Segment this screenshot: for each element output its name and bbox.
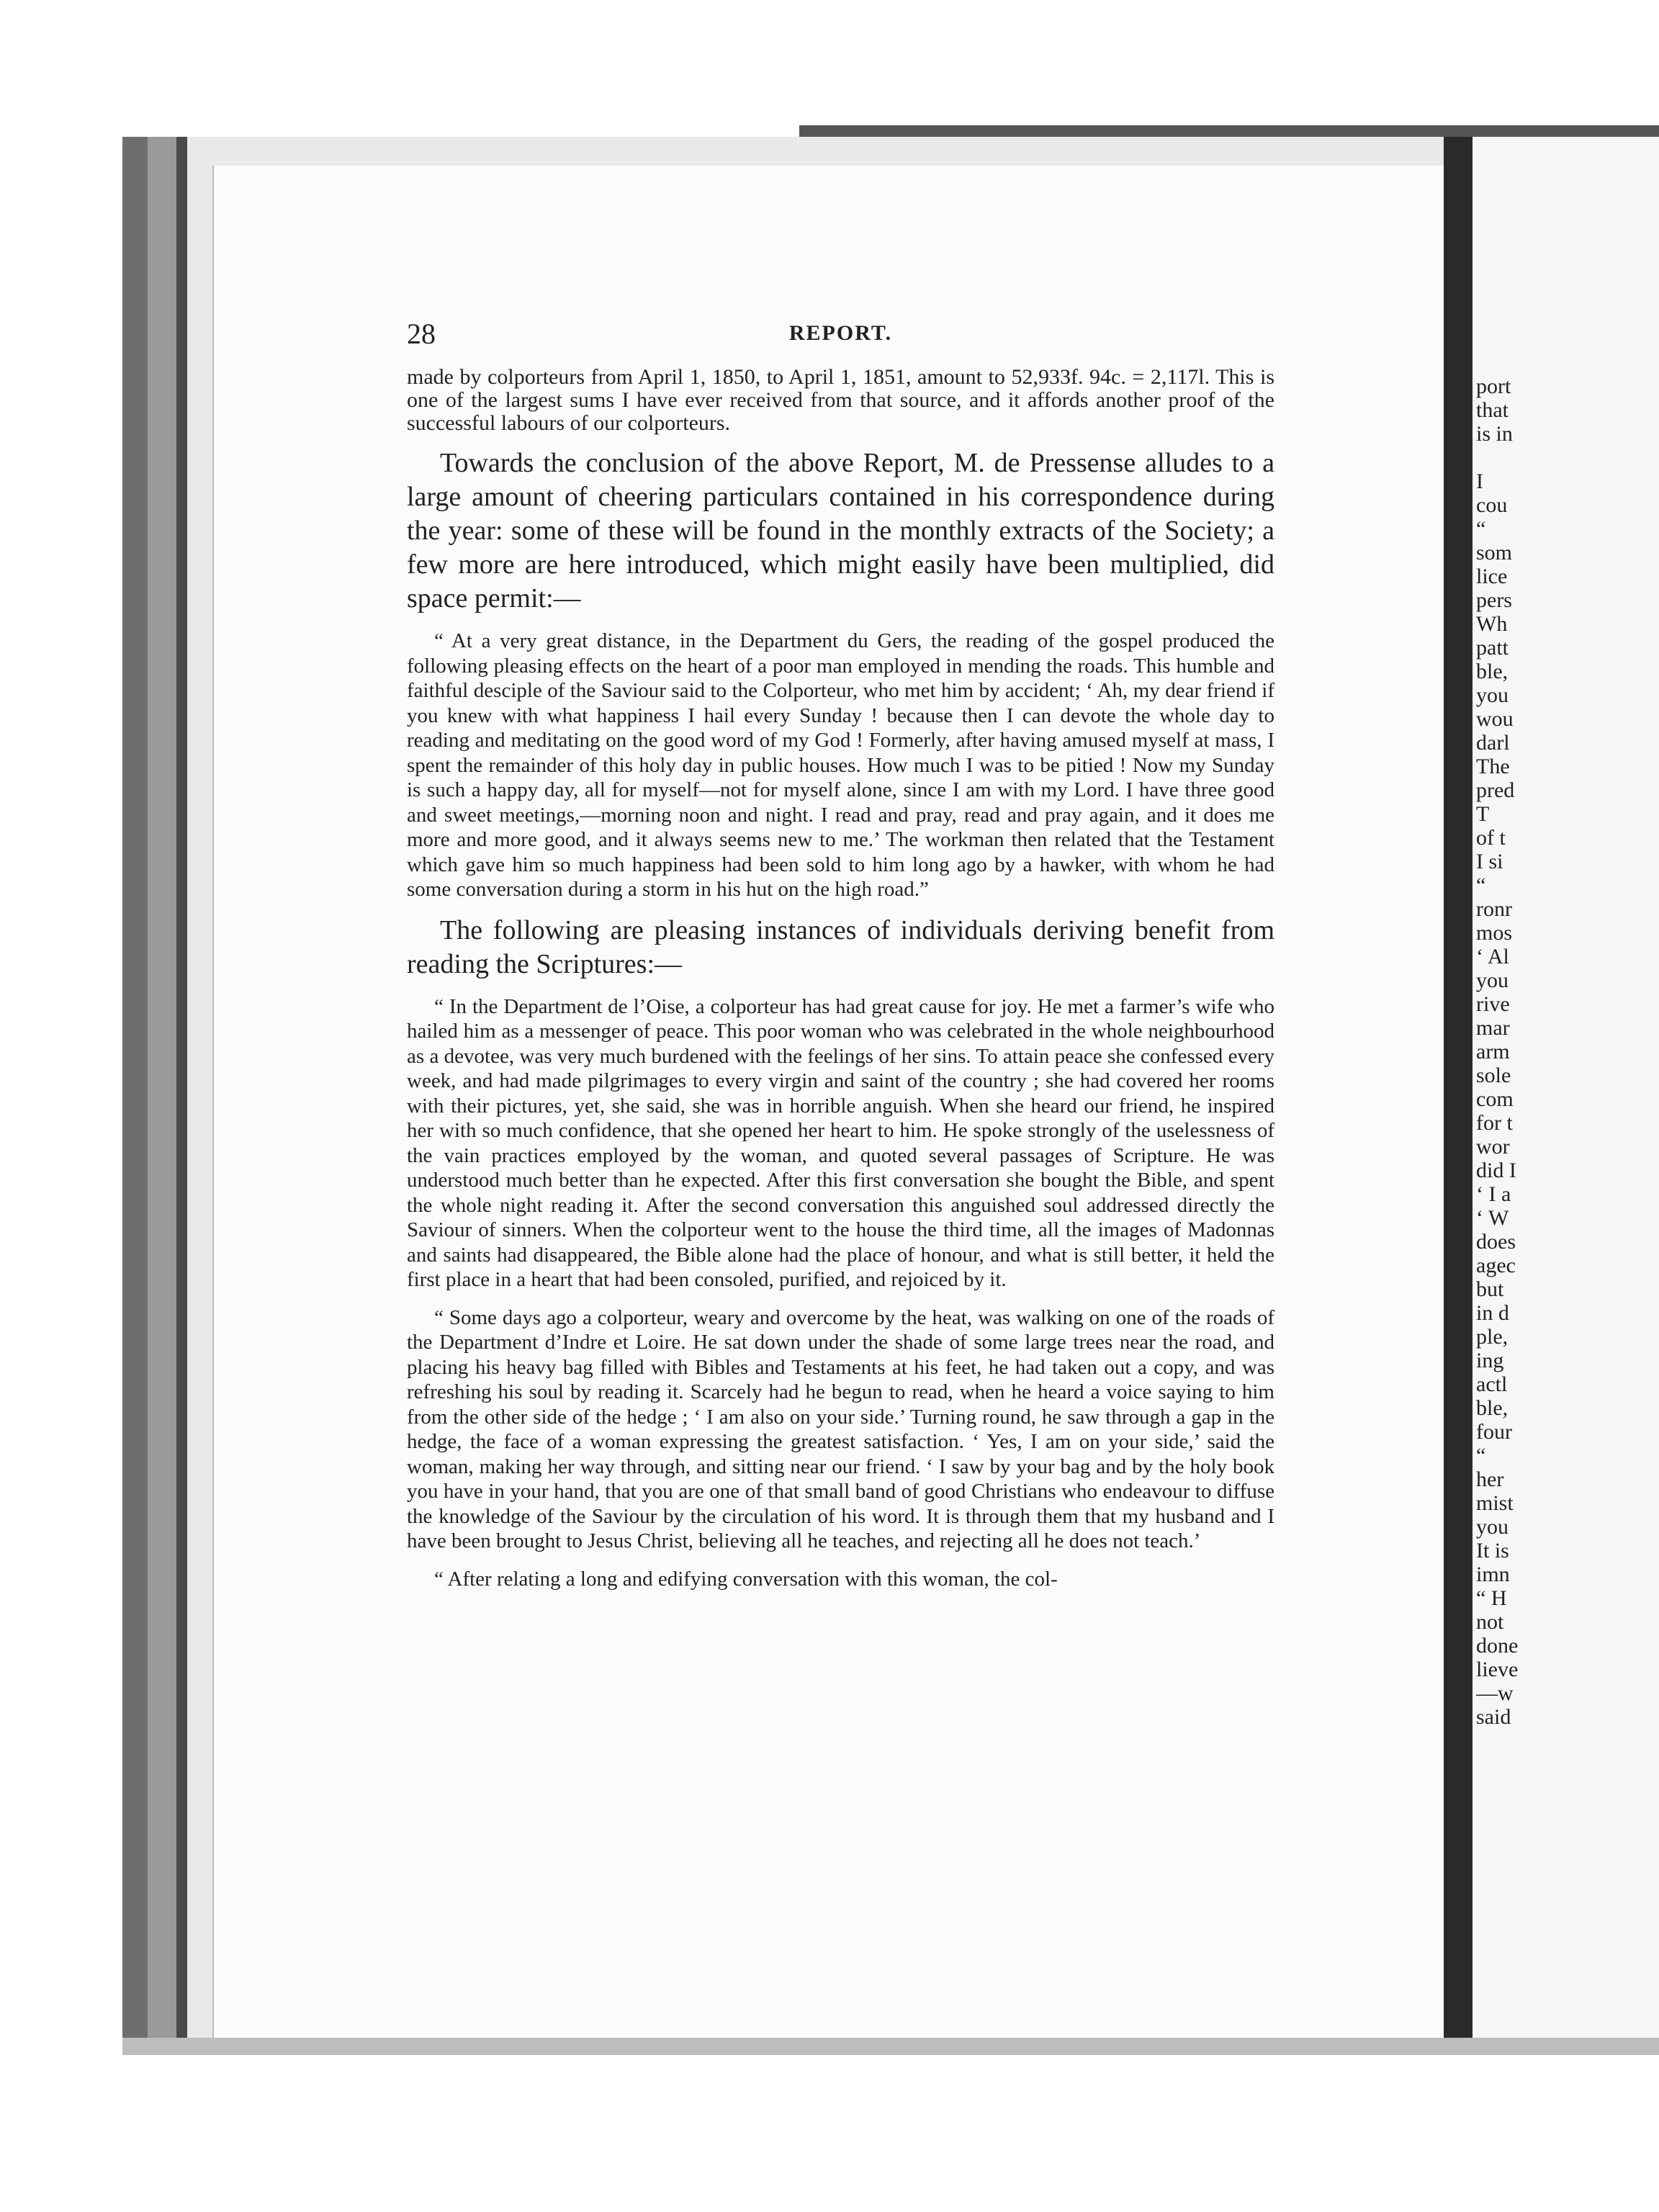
right-page-line: ble, — [1476, 660, 1509, 683]
right-page-line: cou — [1476, 493, 1508, 517]
scan-background-top — [0, 0, 1659, 137]
right-page-line: mar — [1476, 1016, 1510, 1040]
right-page-line: I si — [1476, 850, 1503, 873]
right-page-line: ble, — [1476, 1396, 1509, 1420]
paragraph-intro: Towards the conclusion of the above Report, M. de Pressense alludes to a large amount of cheering particulars contained in his correspondence during the year: some of these will be found in the monthly extracts of the Society; a few more are here introduced, which might easily have been multiplied, did space permit:— — [407, 448, 1274, 613]
right-page-line: agec — [1476, 1254, 1516, 1277]
right-page-text-fragments — [1476, 374, 1659, 1729]
right-page-line: lice — [1476, 565, 1508, 588]
right-page-line: ing — [1476, 1349, 1504, 1372]
right-page-line: som — [1476, 541, 1513, 565]
right-page-line: done — [1476, 1634, 1519, 1658]
right-page-line — [1476, 446, 1659, 469]
right-page-line: sole — [1476, 1064, 1511, 1087]
page-content — [407, 317, 1274, 1591]
quote-oise: “ In the Department de l’Oise, a colporteur has had great cause for joy. He met a farmer’s wife who hailed him as a messenger of peace. This poor woman who was celebrated in the whole neighbourhood as a devotee, was very much burdened with the feelings of her sins. To attain peace she confessed every week, and had made pilgrimages to every virgin and saint of the country ; she had covered her rooms with their pictures, yet, she said, she was in horrible anguish. When she heard our friend, he inspired her with so much confidence, that she opened her heart to him. He spoke strongly of the uselessness of the vain practices employed by the woman, and quoted several passages of Scripture. He was understood much better than he expected. After this first conversation she bought the Bible, and spent the whole night reading it. After the second conversation this anguished soul addressed directly the Saviour of sinners. When the colporteur went to the house the third time, all the images of Madonnas and saints had disappeared, the Bible alone had the place of honour, and what is still better, it held the first place in a heart that had been consoled, purified, and rejoiced by it. — [407, 994, 1274, 1291]
right-page-line: ronr — [1476, 897, 1512, 921]
right-page-line: “ — [1476, 1444, 1486, 1467]
right-page-line: not — [1476, 1610, 1504, 1634]
right-page-line: for t — [1476, 1111, 1513, 1135]
paragraph-instances: The following are pleasing instances of individuals deriving benefit from reading the Scriptures:— — [407, 914, 1274, 979]
right-page-line: is in — [1476, 422, 1513, 446]
right-page-line: T — [1476, 802, 1490, 826]
paragraph-continuation: made by colporteurs from April 1, 1850, to April 1, 1851, amount to 52,933f. 94c. = 2,117l. This is one of the largest sums I have ever received from that source, and it affords another proof of the successful labours of our colporteurs. — [407, 365, 1274, 435]
right-page-line: arm — [1476, 1040, 1510, 1064]
right-page-line: her — [1476, 1467, 1504, 1491]
right-page-line: rive — [1476, 992, 1510, 1016]
right-page-line: Wh — [1476, 612, 1508, 636]
right-page-line: you — [1476, 968, 1509, 992]
right-page-line: “ — [1476, 517, 1486, 541]
right-page-line: The — [1476, 755, 1510, 778]
right-page-line: actl — [1476, 1372, 1508, 1396]
right-page-line: said — [1476, 1705, 1511, 1729]
page-number: 28 — [407, 318, 436, 350]
quote-gers: “ At a very great distance, in the Department du Gers, the reading of the gospel produced the following pleasing effects on the heart of a poor man employed in mending the roads. This humble and faithful desciple of the Saviour said to the Colporteur, who met him by accident; ‘ Ah, my dear friend if you knew with what happiness I hail every Sunday ! because then I can devote the whole day to reading and meditating on the good word of my God ! Formerly, after having amused myself at mass, I spent the remainder of this holy day in public houses. How much I was to be pitied ! Now my Sunday is such a happy day, all for myself—not for myself alone, since I am with my Lord. I have three good and sweet meetings,—morning noon and night. I read and pray, read and pray again, and it does me more and more good, and it always seems new to me.’ The workman then related that the Testament which gave him so much happiness had been sold to him long ago by a hawker, with whom he had some conversation during a storm in his hut on the high road.” — [407, 629, 1274, 901]
book-bottom-edge — [122, 2038, 1659, 2055]
right-page-line: of t — [1476, 826, 1506, 850]
right-page-line: mist — [1476, 1491, 1514, 1515]
right-page-line: four — [1476, 1420, 1512, 1444]
right-page-line: ‘ Al — [1476, 945, 1509, 968]
right-page-line: wou — [1476, 707, 1514, 731]
right-page-line: —w — [1476, 1681, 1514, 1705]
right-page-line: ‘ I a — [1476, 1182, 1511, 1206]
right-page-line: ‘ W — [1476, 1206, 1509, 1230]
right-page-line: but — [1476, 1277, 1504, 1301]
right-page-line: in d — [1476, 1301, 1509, 1325]
running-head: REPORT. — [788, 321, 893, 345]
right-page-line: I — [1476, 469, 1483, 493]
right-page-line: you — [1476, 1515, 1509, 1539]
book-gutter — [1444, 137, 1473, 2045]
right-page-line: “ H — [1476, 1586, 1507, 1610]
right-page-line: wor — [1476, 1135, 1510, 1159]
right-page-line: patt — [1476, 636, 1509, 660]
right-page-line: that — [1476, 398, 1509, 422]
right-page-line: port — [1476, 374, 1511, 398]
right-page-line: “ — [1476, 873, 1486, 897]
quote-continuation: “ After relating a long and edifying conversation with this woman, the col- — [434, 1567, 1058, 1591]
page-header — [407, 317, 1274, 353]
right-page-line: does — [1476, 1230, 1516, 1254]
quote-indre-et-loire: “ Some days ago a colporteur, weary and overcome by the heat, was walking on one of the roads of the Department d’Indre et Loire. He sat down under the shade of some large trees near the road, and placing his heavy bag filled with Bibles and Testaments at his feet, he had taken out a copy, and was refreshing his soul by reading it. Scarcely had he begun to read, when he heard a voice saying to him from the other side of the hedge ; ‘ I am also on your side.’ Turning round, he saw through a gap in the hedge, the face of a woman expressing the greatest satisfaction. ‘ Yes, I am on your side,’ said the woman, making her way through, and sitting near our friend. ‘ I saw by your bag and by the holy book you have in your hand, that you are one of that small band of good Christians who endeavour to diffuse the knowledge of the Saviour by the circulation of his word. It is through them that my husband and I have been brought to Jesus Christ, believing all he teaches, and rejecting all he does not teach.’ — [407, 1305, 1274, 1552]
right-page-line: imn — [1476, 1563, 1510, 1586]
right-page-line: pers — [1476, 588, 1512, 612]
right-page-line: darl — [1476, 731, 1510, 755]
book-page-edges — [148, 137, 176, 2038]
right-page-line: mos — [1476, 921, 1513, 945]
right-page-line: com — [1476, 1087, 1514, 1111]
right-page-line: It is — [1476, 1539, 1509, 1563]
right-page-line: pred — [1476, 778, 1515, 802]
right-page-line: lieve — [1476, 1658, 1519, 1681]
right-page-line: you — [1476, 683, 1509, 707]
right-page-line: did I — [1476, 1159, 1516, 1182]
right-page-line: ple, — [1476, 1325, 1509, 1349]
